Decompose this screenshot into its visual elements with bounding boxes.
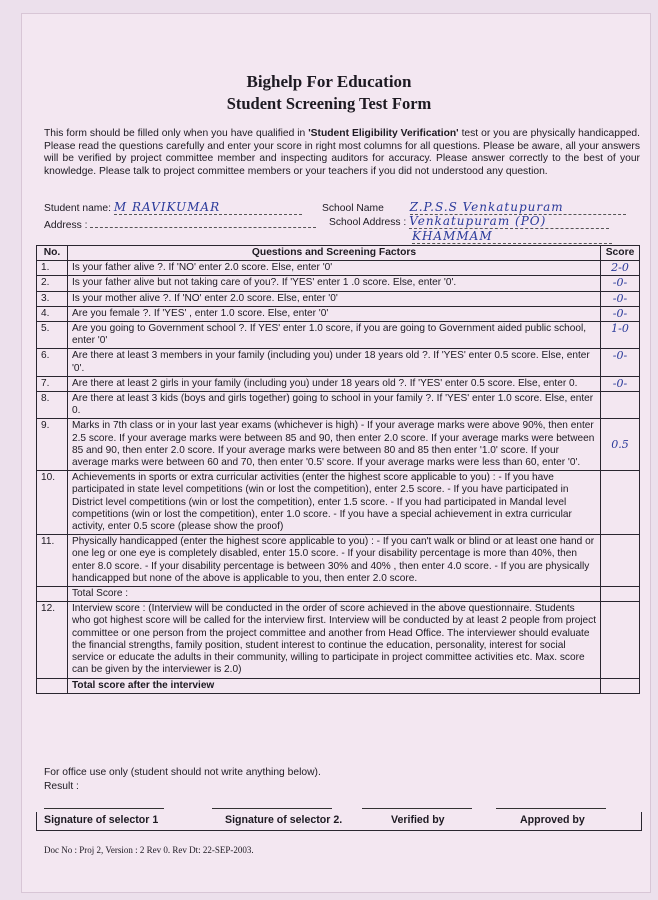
address-field[interactable] [90,216,316,228]
score-cell[interactable]: 1-0 [601,322,640,349]
row-no: 5. [37,322,68,349]
address-row [44,216,316,231]
row-question: Is your father alive ?. If 'NO' enter 2.0 score. Else, enter '0' [68,261,601,276]
total-score-cell[interactable] [601,587,640,602]
row-no: 4. [37,306,68,321]
row-no: 2. [37,276,68,291]
office-use-note: For office use only (student should not write anything below). [44,767,321,778]
table-row [37,349,640,376]
result-label: Result : [44,781,79,792]
row-no: 8. [37,392,68,419]
school-address-label: School Address : [329,217,407,228]
total-score-row [37,587,640,602]
row-no: 12. [37,602,68,678]
row-question: Achievements in sports or extra curricular activities (enter the highest score applicable to you) : - If you have participated in state level competitions (win or lost the competition), enter 2.5 score. - If you have participated in District level competitions (win or lost the competition), enter 1.5 score. - If you had participated in Mandal level competitions (win or lost the competition), enter 1.0 score. - If you have a special achievement in extra curricular activity, enter 0.5 score (please show the proof) [68,471,601,535]
signature-frame [36,812,642,831]
school-name-row [322,200,626,215]
document-number: Doc No : Proj 2, Version : 2 Rev 0. Rev Dt: 22-SEP-2003. [44,845,254,855]
row-question: Are there at least 2 girls in your family (including you) under 18 years old ?. If 'YES' enter 0.5 score. Else, enter 0. [68,376,601,391]
row-no-empty [37,587,68,602]
score-cell[interactable]: 0.5 [601,419,640,471]
school-address-row-2 [412,229,612,244]
school-address-row [329,214,609,229]
instructions-text-1: This form should be filled only when you have qualified in [44,128,309,139]
score-cell[interactable]: 2-0 [601,261,640,276]
row-no: 7. [37,376,68,391]
signature-line-3 [362,808,472,809]
score-cell[interactable] [601,471,640,535]
school-name-field[interactable]: Z.P.S.S Venkatupuram [410,200,626,215]
screening-table [36,245,640,694]
table-row [37,276,640,291]
verified-by: Verified by [391,814,445,826]
total-after-interview-cell[interactable] [601,678,640,693]
score-cell[interactable]: -0- [601,291,640,306]
signature-line-2 [212,808,332,809]
office-use-section [44,766,321,794]
row-question: Are you female ?. If 'YES' , enter 1.0 score. Else, enter '0' [68,306,601,321]
row-question: Are there at least 3 members in your family (including you) under 18 years old ?. If 'YES' enter 0.5 score. Else, enter '0'. [68,349,601,376]
score-cell[interactable] [601,535,640,587]
student-name-row [44,200,302,215]
signature-line-4 [496,808,606,809]
row-question: Are you going to Government school ?. If YES' enter 1.0 score, if you are going to Government aided public school, enter '0' [68,322,601,349]
row-question: Is your mother alive ?. If 'NO' enter 2.0 score. Else, enter '0' [68,291,601,306]
total-score-label: Total Score : [68,587,601,602]
row-question: Is your father alive but not taking care of you?. If 'YES' enter 1 .0 score. Else, enter '0'. [68,276,601,291]
table-row [37,261,640,276]
approved-by: Approved by [520,814,585,826]
row-question: Interview score : (Interview will be conducted in the order of score achieved in the above questionnaire. Students who got highest score will be called for the interview first. Interview will be conducted by at least 2 people from project committee or one person from the project committee and another from Head Office. The interviewer should evaluate the financial strengths, family position, student interest to continue the education, personality, interest for social service or educate the adults in their community, willing to participate in project committee activities etc. Max. score can be given by the interviewer is 2.0) [68,602,601,678]
table-row [37,419,640,471]
instructions [44,128,640,178]
form-title: Student Screening Test Form [226,94,432,113]
total-after-interview-label: Total score after the interview [68,678,601,693]
row-question: Marks in 7th class or in your last year exams (whichever is high) - If your average marks were above 90%, then enter 2.5 score. If your average marks were between 85 and 90, then enter 2.0 score. If your average marks were between 85 and 90, then enter 2.0 score. If your average marks were between 80 and 85 then enter '1.0' score. If your average marks were between 60 and 70, then enter '0.5' score. If your average marks were less than 60, enter '0'. [68,419,601,471]
table-row [37,376,640,391]
score-cell[interactable]: -0- [601,306,640,321]
table-row [37,291,640,306]
student-name-field[interactable]: M RAVIKUMAR [114,200,302,215]
signature-line-1 [44,808,164,809]
school-address-field-2[interactable]: KHAMMAM [412,229,612,244]
col-header-questions: Questions and Screening Factors [68,246,601,261]
school-name-label: School Name [322,203,384,214]
row-no: 1. [37,261,68,276]
score-cell[interactable]: -0- [601,276,640,291]
row-no: 11. [37,535,68,587]
org-title: Bighelp For Education [246,72,412,91]
row-no: 10. [37,471,68,535]
score-cell[interactable]: -0- [601,376,640,391]
table-row [37,535,640,587]
row-no: 9. [37,419,68,471]
table-header-row [37,246,640,261]
total-after-interview-row [37,678,640,693]
signature-selector-2: Signature of selector 2. [225,814,343,826]
instructions-text-2: test or you are physically handicapped. Please read the questions carefully and enter your score in right most columns for all questions. Please be aware, all your answers will be verified by project committee member and inspecting auditors for accuracy. Please answer correctly to the best of your knowledge. Please talk to project committee members or your teachers if you did not understood any question. [44,128,641,177]
school-address-field[interactable]: Venkatupuram (PO) [409,214,609,229]
row-question: Are there at least 3 kids (boys and girls together) going to school in your family ?. If 'YES' enter 1.0 score. Else, enter 0. [68,392,601,419]
table-row [37,322,640,349]
col-header-score: Score [601,246,640,261]
score-cell[interactable] [601,602,640,678]
instructions-bold: 'Student Eligibility Verification' [308,128,459,139]
signature-selector-1: Signature of selector 1 [44,814,159,826]
score-cell[interactable] [601,392,640,419]
score-cell[interactable]: -0- [601,349,640,376]
table-row [37,306,640,321]
row-question: Physically handicapped (enter the highest score applicable to you) : - If you can't walk or blind or at least one hand or one leg or one eye is completely disabled, enter 15.0 score. - If your disability percentage is more than 40%, then enter 8.0 score. - If your disability percentage is between 30% and 40% , then enter 4.0 score. - If you are physically handicapped but none of the above is applicable to you, then enter 2.0 score. [68,535,601,587]
address-label: Address : [44,220,88,231]
row-no: 3. [37,291,68,306]
col-header-no: No. [37,246,68,261]
table-row [37,471,640,535]
row-no: 6. [37,349,68,376]
student-name-label: Student name: [44,203,111,214]
table-row [37,602,640,678]
row-no-empty [37,678,68,693]
table-row [37,392,640,419]
